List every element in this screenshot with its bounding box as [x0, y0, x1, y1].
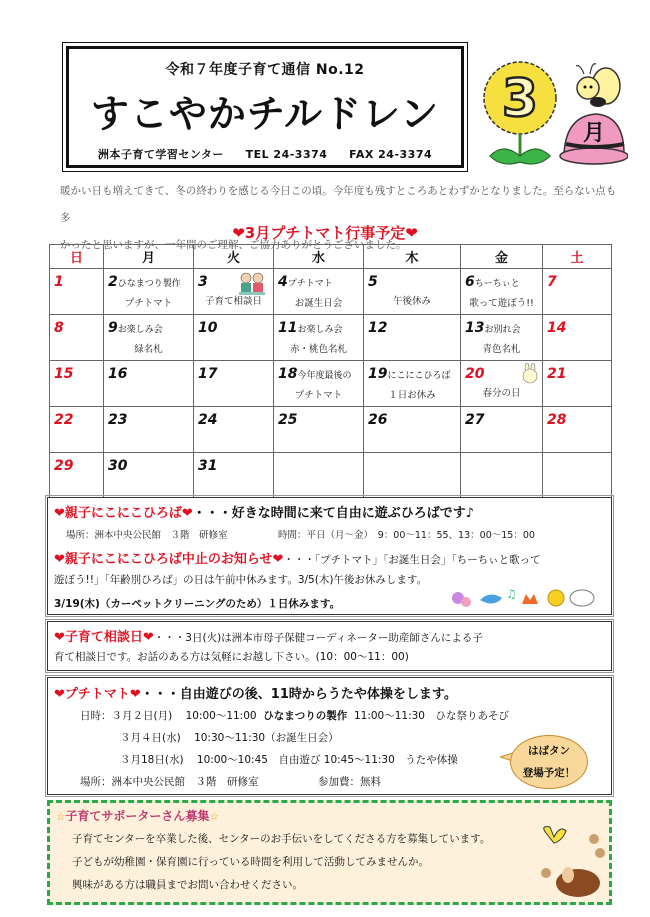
event-label: 今年度最後の	[297, 371, 352, 381]
calendar-week-row	[50, 361, 612, 407]
day-number: 20	[465, 366, 485, 382]
event-detail: 子育て相談日	[204, 296, 262, 307]
calendar-day-cell	[274, 407, 364, 453]
calendar-day-cell	[364, 453, 461, 499]
calendar-day-cell	[50, 269, 104, 315]
svg-text:月: 月	[582, 121, 606, 146]
hiroba-heading-suffix: ・・・好きな時間に来て自由に遊ぶひろばです♪	[192, 506, 475, 521]
newsletter-title-box	[66, 46, 464, 168]
calendar-day-cell	[543, 453, 612, 499]
closure-heading: ❤親子にこにこひろば中止のお知らせ❤	[54, 552, 284, 567]
calendar-day-cell	[50, 453, 104, 499]
event-calendar	[49, 244, 612, 499]
schedule-date: ３月４日(水)	[120, 732, 181, 744]
schedule-activity-2: 11:00～11:30 ひな祭りあそび	[353, 710, 509, 722]
bubble-line-2: 登場予定！	[522, 767, 576, 779]
calendar-day-cell	[194, 453, 274, 499]
rabbit-icon	[520, 363, 540, 389]
dandelion-hat-butterfly-icon	[478, 56, 628, 174]
event-label: ひなまつり製作	[117, 279, 181, 289]
day-number: 13	[465, 320, 485, 336]
hina-dolls-icon	[237, 271, 267, 299]
schedule-time: 10:30～11:30（お誕生日会）	[194, 732, 339, 744]
calendar-day-cell	[50, 407, 104, 453]
event-label: お楽しみ会	[117, 325, 163, 335]
event-label: お楽しみ会	[297, 325, 343, 335]
event-label: にこにこひろば	[387, 371, 451, 381]
day-number: 1	[54, 274, 64, 290]
event-detail: 赤・桃色名札	[289, 344, 347, 355]
day-number: 21	[547, 366, 567, 382]
svg-text:♫: ♫	[506, 587, 517, 601]
petit-heading-line	[54, 683, 457, 702]
day-number: 29	[54, 458, 74, 474]
day-number: 26	[368, 412, 388, 428]
intro-line-2: かったと思いますが、一年間のご理解、ご協力ありがとうございました。	[60, 239, 407, 251]
calendar-week-row	[50, 315, 612, 361]
calendar-week-row	[50, 407, 612, 453]
tel-number: TEL 24-3374	[245, 148, 328, 161]
calendar-day-cell	[461, 361, 543, 407]
weekday-tue: 火	[194, 245, 274, 269]
event-detail: 緑名札	[134, 344, 163, 355]
calendar-day-cell	[104, 315, 194, 361]
fax-number: FAX 24-3374	[349, 148, 433, 161]
schedule-activity: ひなまつりの製作	[263, 710, 348, 722]
day-number: 4	[278, 274, 288, 290]
petit-heading-suffix: ・・・自由遊びの後、11時からうたや体操をします。	[140, 687, 457, 702]
soudan-text-1: ・・・3日(火)は洲本市母子保健コーディネーター助産師さんによる子	[153, 632, 483, 644]
calendar-day-cell	[364, 407, 461, 453]
calendar-day-cell	[543, 269, 612, 315]
schedule-row-3	[120, 752, 458, 767]
calendar-day-cell	[194, 361, 274, 407]
day-number: 16	[108, 366, 128, 382]
event-detail: 春分の日	[482, 388, 521, 399]
day-number: 19	[368, 366, 388, 382]
day-number: 14	[547, 320, 567, 336]
calendar-week-row	[50, 269, 612, 315]
supporter-heading-line	[56, 807, 219, 824]
day-number: 7	[547, 274, 557, 290]
closure-text-3: 3/19(木)（カーペットクリーニングのため）１日休みます。	[54, 598, 341, 610]
event-detail: 青色名札	[482, 344, 521, 355]
calendar-day-cell	[543, 407, 612, 453]
calendar-day-cell	[543, 361, 612, 407]
supporter-recruit-box	[47, 800, 612, 905]
calendar-day-cell	[364, 361, 461, 407]
hiroba-time: 時間：平日（月～金） 9：00～11：55、13：00～15：00	[278, 530, 535, 541]
calendar-day-cell	[543, 315, 612, 361]
event-detail: お誕生日会	[294, 298, 343, 309]
event-detail: プチトマト	[124, 298, 173, 309]
contact-info	[69, 146, 461, 162]
day-number: 11	[278, 320, 298, 336]
day-number: 15	[54, 366, 74, 382]
day-number: 30	[108, 458, 128, 474]
day-number: 25	[278, 412, 298, 428]
weekday-sun: 日	[50, 245, 104, 269]
day-number: 3	[198, 274, 208, 290]
day-number: 12	[368, 320, 388, 336]
day-number: 6	[465, 274, 475, 290]
hiroba-closure-line	[54, 548, 541, 567]
event-detail: 午後休み	[392, 296, 431, 307]
calendar-day-cell	[104, 361, 194, 407]
calendar-week-row	[50, 453, 612, 499]
svg-text:3: 3	[501, 69, 539, 129]
schedule-row-2	[120, 730, 339, 745]
calendar-day-cell	[274, 315, 364, 361]
star-icon: ☆	[209, 811, 219, 823]
march-illustration	[478, 56, 628, 174]
supporter-line-1: 子育てセンターを卒業した後、センターのお手伝いをしてくださる方を募集しています。	[72, 833, 491, 845]
day-number: 23	[108, 412, 128, 428]
day-number: 24	[198, 412, 218, 428]
day-number: 22	[54, 412, 74, 428]
star-icon: ☆	[56, 811, 66, 823]
day-number: 9	[108, 320, 118, 336]
issue-label: 令和７年度子育て通信 No.12	[165, 62, 365, 78]
day-number: 31	[198, 458, 218, 474]
calendar-day-cell	[364, 315, 461, 361]
event-label: ちーちぃと	[474, 279, 520, 289]
schedule-date: 日時：３月２日(月)	[80, 710, 173, 722]
schedule-row-1	[80, 708, 509, 723]
event-label: プチトマト	[287, 279, 333, 289]
calendar-day-cell	[50, 361, 104, 407]
calendar-day-cell	[104, 453, 194, 499]
supporter-line-2: 子どもが幼稚園・保育園に行っている時間を利用して活動してみませんか。	[72, 856, 429, 868]
consultation-info-box	[47, 621, 612, 671]
event-detail: プチトマト	[294, 390, 343, 401]
day-number: 17	[198, 366, 218, 382]
intro-line-1: 暖かい日も増えてきて、冬の終わりを感じる今日この頃。今年度も残すところあとわずかとなりました。至らない点も多	[60, 185, 617, 224]
center-name: 洲本子育て学習センター	[97, 148, 224, 161]
day-number: 2	[108, 274, 118, 290]
hiroba-info-box	[47, 497, 612, 615]
weekday-wed: 水	[274, 245, 364, 269]
calendar-day-cell	[104, 407, 194, 453]
day-number: 28	[547, 412, 567, 428]
petit-fee: 参加費：無料	[318, 776, 381, 788]
day-number: 8	[54, 320, 64, 336]
weekday-thu: 木	[364, 245, 461, 269]
schedule-date: ３月18日(水)	[120, 754, 184, 766]
calendar-day-cell	[364, 269, 461, 315]
habatan-speech-bubble	[510, 735, 588, 789]
calendar-day-cell	[274, 453, 364, 499]
day-number: 5	[368, 274, 378, 290]
weekday-sat: 土	[543, 245, 612, 269]
calendar-day-cell	[50, 315, 104, 361]
calendar-day-cell	[461, 269, 543, 315]
hiroba-place: 場所：洲本中央公民館 ３階 研修室	[66, 530, 228, 541]
calendar-day-cell	[274, 269, 364, 315]
calendar-day-cell	[461, 453, 543, 499]
weekday-fri: 金	[461, 245, 543, 269]
bubble-line-1: はばタン	[528, 745, 570, 757]
day-number: 18	[278, 366, 298, 382]
hiroba-heading-line	[54, 502, 474, 521]
schedule-time: 10:00～10:45 自由遊び 10:45～11:30 うたや体操	[196, 754, 458, 766]
calendar-day-cell	[194, 315, 274, 361]
supporter-heading: 子育てサポーターさん募集	[65, 809, 210, 823]
supporter-line-3: 興味がある方は職員までお問い合わせください。	[72, 879, 303, 891]
calendar-title: ❤3月プチトマト行事予定❤	[232, 224, 418, 242]
mole-butterfly-icon	[538, 823, 608, 901]
calendar-day-cell	[194, 407, 274, 453]
newsletter-title: すこやかチルドレン	[90, 92, 440, 136]
calendar-day-cell	[104, 269, 194, 315]
weekday-mon: 月	[104, 245, 194, 269]
petit-place: 場所：洲本中央公民館 ３階 研修室	[80, 776, 259, 788]
soudan-heading: ❤子育て相談日❤	[54, 630, 154, 645]
soudan-line-1	[54, 626, 483, 645]
day-number: 10	[198, 320, 218, 336]
petit-heading: ❤プチトマト❤	[54, 687, 141, 702]
event-detail: 歌って遊ぼう!!	[469, 298, 534, 309]
soudan-text-2: 育て相談日です。お話のある方は気軽にお越し下さい。(10：00～11：00)	[54, 651, 409, 663]
calendar-day-cell	[461, 407, 543, 453]
day-number: 27	[465, 412, 485, 428]
weekday-header-row	[50, 245, 612, 269]
event-detail: １日お休み	[388, 390, 436, 401]
calendar-day-cell	[461, 315, 543, 361]
calendar-day-cell	[194, 269, 274, 315]
closure-text-1: ・・・「プチトマト」「お誕生日会」「ちーちぃと歌って	[283, 554, 541, 566]
closure-text-2: 遊ぼう!!」「年齢別ひろば」の日は午前中休みます。3/5(木)午後お休みします。	[54, 574, 428, 586]
calendar-day-cell	[274, 361, 364, 407]
decorative-flowers-bird-icon	[446, 586, 601, 610]
schedule-time: 10:00～11:00	[185, 710, 257, 722]
event-label: お別れ会	[484, 325, 521, 335]
hiroba-heading: ❤親子にこにこひろば❤	[54, 506, 193, 521]
